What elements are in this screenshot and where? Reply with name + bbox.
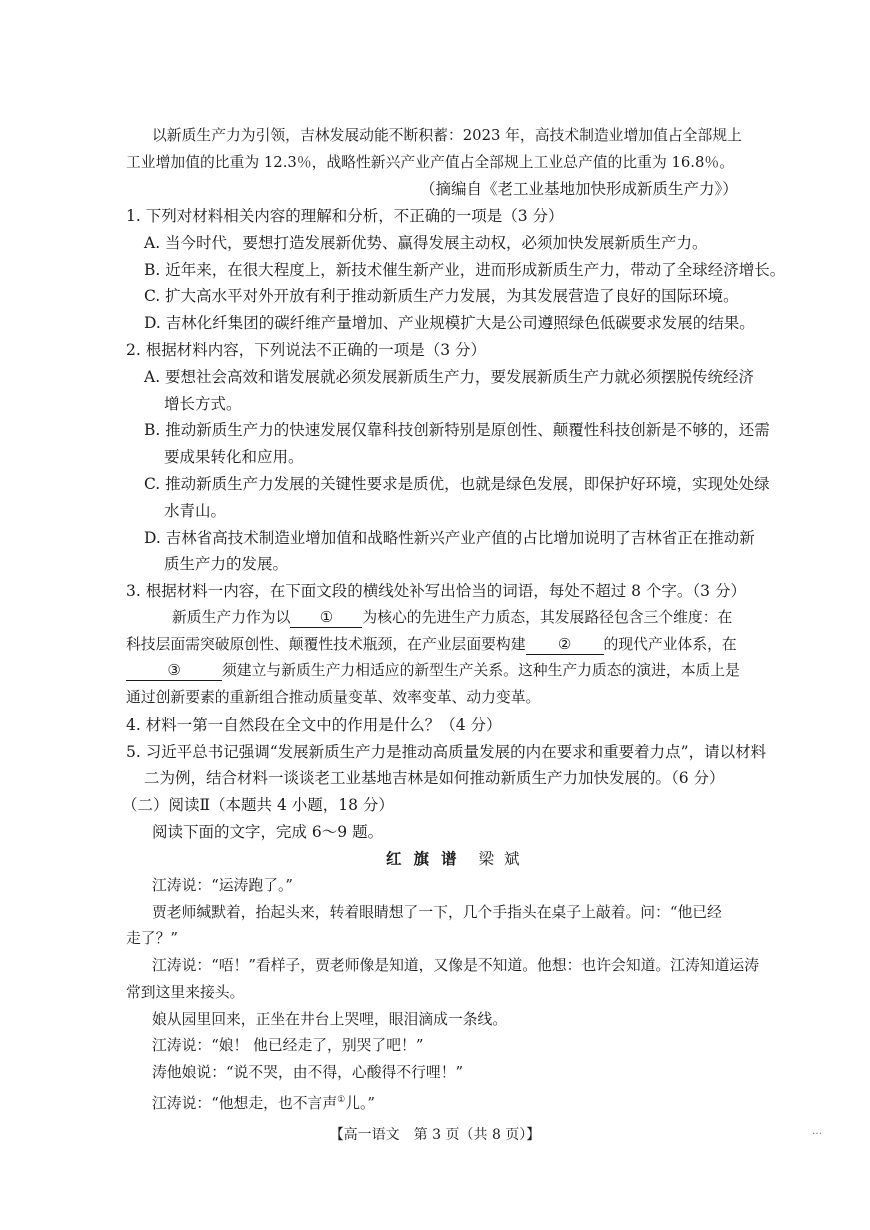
question-1-option-d: D. 吉林化纤集团的碳纤维产量增加、产业规模扩大是公司遵照绿色低碳要求发展的结果。 xyxy=(144,314,755,332)
question-2-option-b-line-1: B. 推动新质生产力的快速发展仅靠科技创新特别是原创性、颠覆性科技创新是不够的，还需 xyxy=(144,421,770,439)
question-2-option-c-line-1: C. 推动新质生产力发展的关键性要求是质优，也就是绿色发展，即保护好环境，实现处处绿 xyxy=(144,475,770,493)
story-paragraph: 江涛说：“唔！”看样子，贾老师像是知道，又像是不知道。他想：也许会知道。江涛知道运涛 xyxy=(152,957,760,974)
question-2-option-d-line-1: D. 吉林省高技术制造业增加值和战略性新兴产业产值的占比增加说明了吉林省正在推动新 xyxy=(144,529,755,547)
question-5-stem-line-2: 二为例，结合材料一谈谈老工业基地吉林是如何推动新质生产力加快发展的。（6 分） xyxy=(144,769,725,787)
question-5-stem-line-1: 5. 习近平总书记强调“发展新质生产力是推动高质量发展的内在要求和重要着力点”，请以材料 xyxy=(126,743,767,761)
story-paragraph-continued: 走了？” xyxy=(126,930,178,947)
question-1-option-b: B. 近年来，在很大程度上，新技术催生新产业，进而形成新质生产力，带动了全球经济增长。 xyxy=(144,261,786,279)
question-3-passage-line-2 xyxy=(126,635,737,655)
question-2-option-a-line-2: 增长方式。 xyxy=(164,395,242,413)
question-3-text: 科技层面需突破原创性、颠覆性技术瓶颈，在产业层面要构建 xyxy=(126,636,526,653)
question-3-text: 为核心的先进生产力质态，其发展路径包含三个维度：在 xyxy=(362,609,733,626)
question-2-option-d-line-2: 质生产力的发展。 xyxy=(164,555,289,573)
material-paragraph-line-1: 以新质生产力为引领，吉林发展动能不断积蓄：2023 年，高技术制造业增加值占全部规上 xyxy=(152,127,742,144)
story-author: 梁斌 xyxy=(478,850,530,868)
section-heading: （二）阅读Ⅱ（本题共 4 小题，18 分） xyxy=(122,796,394,814)
question-1-option-a: A. 当今时代，要想打造发展新优势、赢得发展主动权，必须加快发展新质生产力。 xyxy=(144,234,708,252)
question-3-passage-line-3 xyxy=(126,661,740,681)
question-3-text: 须建立与新质生产力相适应的新型生产关系。这种生产力质态的演进，本质上是 xyxy=(222,662,740,679)
story-paragraph: 江涛说：“娘！ 他已经走了，别哭了吧！” xyxy=(152,1037,424,1054)
answer-blank-1[interactable]: ① xyxy=(290,609,362,628)
question-1-stem: 1. 下列对材料相关内容的理解和分析，不正确的一项是（3 分） xyxy=(126,207,564,225)
question-4-stem: 4. 材料一第一自然段在全文中的作用是什么？（4 分） xyxy=(126,716,502,734)
story-text: 儿。” xyxy=(345,1094,375,1112)
story-text: 江涛说：“他想走，也不言声 xyxy=(152,1094,338,1112)
question-2-stem: 2. 根据材料内容，下列说法不正确的一项是（3 分） xyxy=(126,341,487,359)
story-paragraph: 娘从园里回来，正坐在井台上哭哩，眼泪滴成一条线。 xyxy=(152,1011,508,1028)
story-paragraph xyxy=(152,1090,375,1114)
footnote-marker: ① xyxy=(337,1095,346,1105)
question-2-option-c-line-2: 水青山。 xyxy=(164,502,227,520)
answer-blank-2[interactable]: ② xyxy=(526,636,604,655)
question-3-stem: 3. 根据材料一内容，在下面文段的横线处补写出恰当的词语，每处不超过 8 个字。（3 分） xyxy=(126,582,746,600)
question-2-option-b-line-2: 要成果转化和应用。 xyxy=(164,448,304,466)
page-footer: 【高一语文 第 3 页（共 8 页）】 xyxy=(329,1127,541,1143)
story-paragraph: 涛他娘说：“说不哭，由不得，心酸得不行哩！” xyxy=(152,1064,464,1081)
reading-instruction: 阅读下面的文字，完成 6～9 题。 xyxy=(152,823,384,841)
story-paragraph: 江涛说：“运涛跑了。” xyxy=(152,877,293,894)
material-source: （摘编自《老工业基地加快形成新质生产力》） xyxy=(420,180,738,198)
question-2-option-a-line-1: A. 要想社会高效和谐发展就必须发展新质生产力，要发展新质生产力就必须摆脱传统经济 xyxy=(144,368,755,386)
story-paragraph-continued: 常到这里来接头。 xyxy=(126,984,245,1001)
answer-blank-3[interactable]: ③ xyxy=(126,662,222,681)
question-3-passage-line-4: 通过创新要素的重新组合推动质量变革、效率变革、动力变革。 xyxy=(126,689,541,706)
material-paragraph-line-2: 工业增加值的比重为 12.3％，战略性新兴产业产值占全部规上工业总产值的比重为 16.8％。 xyxy=(126,154,734,171)
question-1-option-c: C. 扩大高水平对外开放有利于推动新质生产力发展，为其发展营造了良好的国际环境。 xyxy=(144,287,739,305)
story-paragraph: 贾老师缄默着，抬起头来，转着眼睛想了一下，几个手指头在桌子上敲着。问：“他已经 xyxy=(152,904,722,921)
question-3-text: 的现代产业体系，在 xyxy=(603,636,737,653)
corner-mark: … xyxy=(812,1126,822,1137)
story-title-block xyxy=(386,849,530,869)
story-title: 红旗谱 xyxy=(386,849,469,868)
question-3-passage-line-1 xyxy=(172,608,732,628)
question-3-text: 新质生产力作为以 xyxy=(172,609,291,626)
